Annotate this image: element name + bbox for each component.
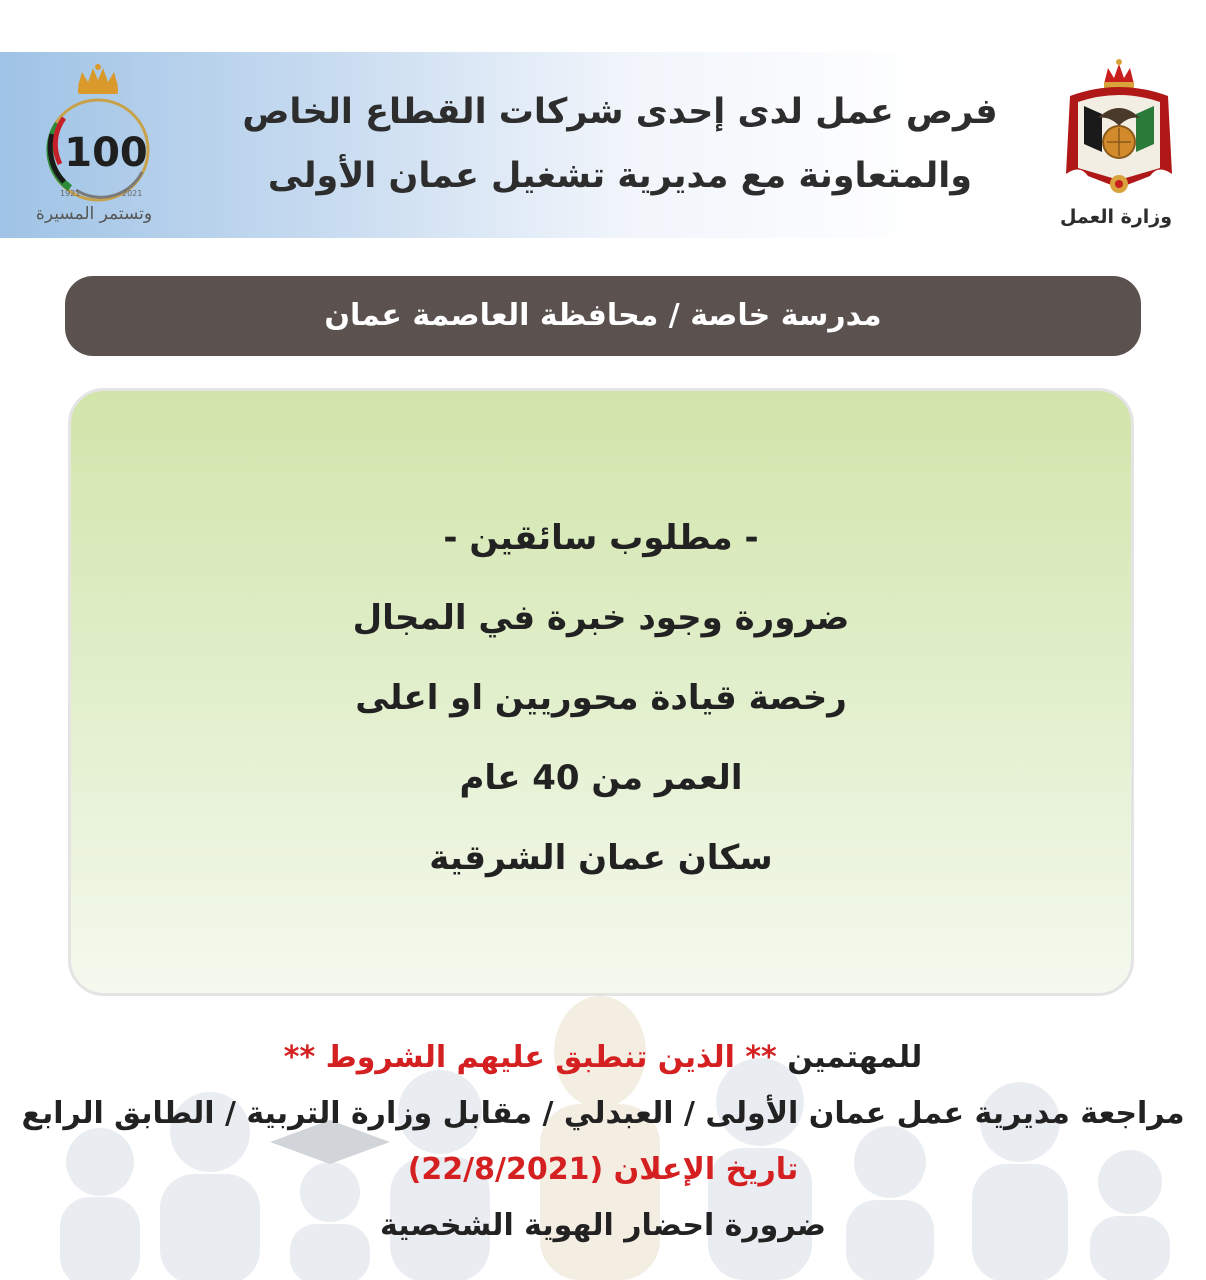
requirement-item: ضرورة وجود خبرة في المجال [352,598,850,638]
centennial-number: 100 [64,130,148,176]
location-bar: مدرسة خاصة / محافظة العاصمة عمان [65,276,1141,356]
ministry-label: وزارة العمل [1059,206,1173,228]
footer-info [20,1030,1186,1254]
requirement-item: رخصة قيادة محوريين او اعلى [355,678,847,718]
requirement-item: سكان عمان الشرقية [429,838,773,878]
centennial-year-start: 1921 [60,189,81,198]
centennial-logo-icon [30,62,166,212]
address-line: مراجعة مديرية عمل عمان الأولى / العبدلي / مقابل وزارة التربية / الطابق الرابع [21,1096,1185,1131]
interested-condition: ** الذين تنطبق عليهم الشروط ** [283,1040,777,1075]
title-line-1: فرص عمل لدى إحدى شركات القطاع الخاص [242,92,998,132]
requirement-item: - مطلوب سائقين - [443,518,759,558]
title-line-2: والمتعاونة مع مديرية تشغيل عمان الأولى [267,156,973,196]
date-label: تاريخ الإعلان [613,1152,799,1187]
page-title [210,80,1030,208]
interested-line [20,1030,1186,1086]
date-value: (22/8/2021) [407,1152,604,1187]
coat-of-arms-icon [1062,56,1176,206]
requirements-list [71,498,1131,898]
centennial-slogan: وتستمر المسيرة [35,204,153,224]
requirement-item: العمر من 40 عام [459,758,743,798]
interested-prefix: للمهتمين [787,1040,923,1075]
requirements-panel [68,388,1134,996]
id-note: ضرورة احضار الهوية الشخصية [380,1208,826,1243]
centennial-year-end: 2021 [122,189,143,198]
announcement-date-line [20,1142,1186,1198]
